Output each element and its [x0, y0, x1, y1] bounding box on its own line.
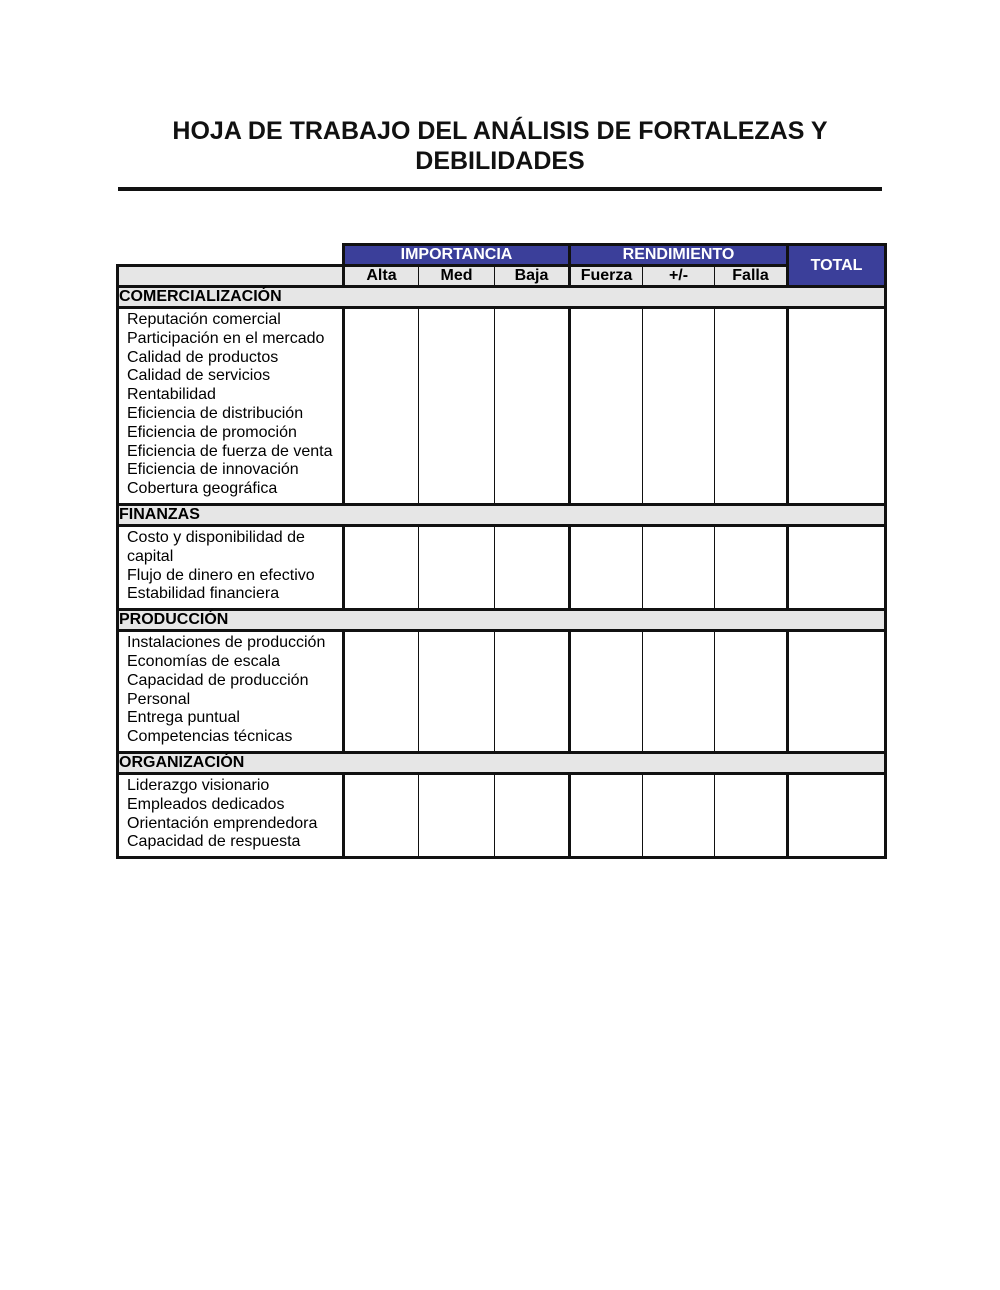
total-header: TOTAL [788, 245, 886, 287]
input-cell-med[interactable] [419, 773, 495, 857]
input-cell-total[interactable] [788, 308, 886, 505]
input-cell-fuerza[interactable] [570, 773, 643, 857]
section-header-produccion [118, 610, 886, 631]
input-cell-baja[interactable] [495, 525, 570, 609]
section-items [118, 631, 344, 753]
input-cell-plusminus[interactable] [643, 631, 715, 753]
input-cell-total[interactable] [788, 773, 886, 857]
list-item: Eficiencia de distribución [127, 404, 304, 422]
list-item: Entrega puntual [127, 709, 240, 727]
col-alta: Alta [344, 266, 419, 287]
list-item: Eficiencia de fuerza de venta [127, 442, 333, 460]
input-cell-alta[interactable] [344, 308, 419, 505]
input-cell-baja[interactable] [495, 773, 570, 857]
section-items [118, 525, 344, 609]
input-cell-alta[interactable] [344, 773, 419, 857]
header-blank [118, 245, 344, 266]
list-item: Economías de escala [127, 652, 280, 670]
input-cell-baja[interactable] [495, 631, 570, 753]
section-body-finanzas [118, 525, 886, 609]
input-cell-plusminus[interactable] [643, 773, 715, 857]
list-item: Liderazgo visionario [127, 776, 270, 794]
list-item: Instalaciones de producción [127, 634, 326, 652]
input-cell-fuerza[interactable] [570, 525, 643, 609]
section-header-organizacion [118, 752, 886, 773]
input-cell-baja[interactable] [495, 308, 570, 505]
input-cell-med[interactable] [419, 525, 495, 609]
section-title: FINANZAS [118, 504, 886, 525]
section-body-organizacion [118, 773, 886, 857]
section-items [118, 773, 344, 857]
list-item: Personal [127, 690, 191, 708]
input-cell-alta[interactable] [344, 525, 419, 609]
list-item: Cobertura geográfica [127, 480, 278, 498]
rendimiento-header: RENDIMIENTO [570, 245, 788, 266]
input-cell-falla[interactable] [715, 773, 788, 857]
input-cell-falla[interactable] [715, 308, 788, 505]
input-cell-fuerza[interactable] [570, 308, 643, 505]
list-item: Competencias técnicas [127, 728, 293, 746]
list-item: Calidad de productos [127, 348, 279, 366]
list-item: Estabilidad financiera [127, 585, 280, 603]
input-cell-alta[interactable] [344, 631, 419, 753]
header-corner [118, 266, 344, 287]
section-body-produccion [118, 631, 886, 753]
section-title: PRODUCCIÓN [118, 610, 886, 631]
list-item: Eficiencia de innovación [127, 461, 299, 479]
list-item: Costo y disponibilidad de capital [127, 528, 305, 565]
input-cell-med[interactable] [419, 308, 495, 505]
col-plusminus: +/- [643, 266, 715, 287]
col-falla: Falla [715, 266, 788, 287]
input-cell-total[interactable] [788, 631, 886, 753]
section-items [118, 308, 344, 505]
section-header-comercializacion [118, 287, 886, 308]
section-body-comercializacion [118, 308, 886, 505]
list-item: Participación en el mercado [127, 329, 325, 347]
input-cell-fuerza[interactable] [570, 631, 643, 753]
list-item: Capacidad de producción [127, 671, 309, 689]
page-title: HOJA DE TRABAJO DEL ANÁLISIS DE FORTALEZAS Y DEBILIDADES [172, 117, 828, 175]
list-item: Orientación emprendedora [127, 814, 318, 832]
list-item: Rentabilidad [127, 386, 216, 404]
list-item: Flujo de dinero en efectivo [127, 566, 315, 584]
list-item: Reputación comercial [127, 311, 281, 328]
importancia-header: IMPORTANCIA [344, 245, 570, 266]
col-med: Med [419, 266, 495, 287]
input-cell-total[interactable] [788, 525, 886, 609]
list-item: Calidad de servicios [127, 367, 271, 385]
input-cell-falla[interactable] [715, 631, 788, 753]
section-title: COMERCIALIZACIÓN [118, 287, 886, 308]
section-title: ORGANIZACIÓN [118, 752, 886, 773]
list-item: Eficiencia de promoción [127, 423, 297, 441]
worksheet-table [116, 243, 887, 859]
section-header-finanzas [118, 504, 886, 525]
header-row-groups [118, 245, 886, 266]
input-cell-med[interactable] [419, 631, 495, 753]
input-cell-plusminus[interactable] [643, 525, 715, 609]
title-divider [118, 187, 882, 191]
header-row-columns [118, 266, 886, 287]
input-cell-falla[interactable] [715, 525, 788, 609]
col-fuerza: Fuerza [570, 266, 643, 287]
list-item: Capacidad de respuesta [127, 833, 301, 851]
input-cell-plusminus[interactable] [643, 308, 715, 505]
col-baja: Baja [495, 266, 570, 287]
list-item: Empleados dedicados [127, 795, 285, 813]
